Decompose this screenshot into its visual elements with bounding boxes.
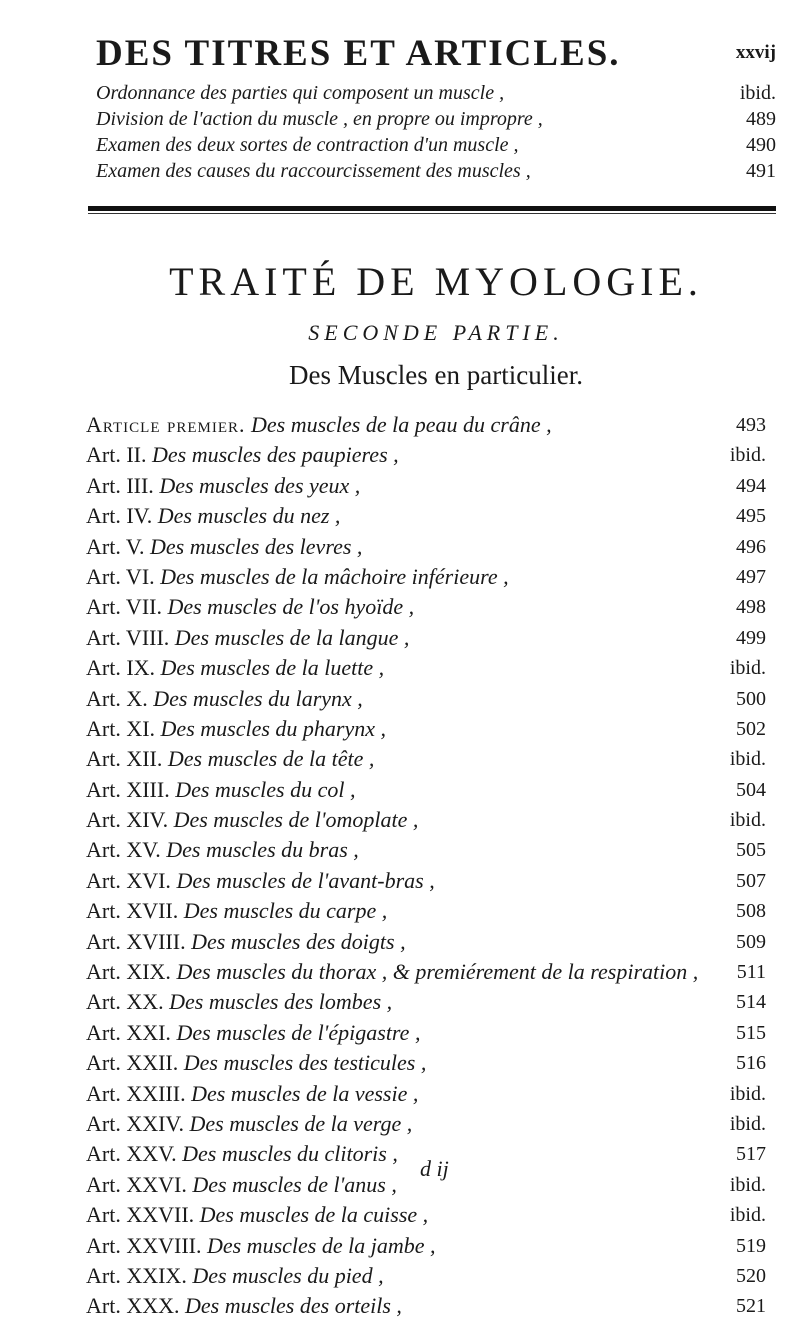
article-page: 516 — [736, 1052, 766, 1075]
article-page: 514 — [736, 991, 766, 1014]
article-title: Des muscles du nez , — [157, 503, 341, 529]
toc-entry — [96, 132, 776, 158]
article-page: ibid. — [729, 444, 766, 467]
article-page: ibid. — [729, 809, 766, 832]
article-title: Des muscles de l'omoplate , — [173, 807, 419, 833]
article-title: Des muscles de la tête , — [167, 746, 375, 772]
article-entry — [86, 1079, 766, 1109]
article-number: Art. XI. — [86, 715, 156, 741]
article-title: Des muscles des yeux , — [159, 472, 361, 498]
article-label-title — [86, 471, 360, 501]
article-list — [86, 410, 766, 1322]
article-title: Des muscles de la verge , — [189, 1110, 413, 1136]
running-title: DES TITRES ET ARTICLES. — [96, 33, 621, 74]
article-entry — [86, 623, 766, 653]
article-title: Des muscles de l'anus , — [192, 1171, 397, 1197]
article-title: Des muscles de la jambe , — [206, 1232, 436, 1258]
article-label-title — [86, 927, 406, 957]
article-title: Des muscles de l'épigastre , — [176, 1019, 421, 1045]
article-entry — [86, 1109, 766, 1139]
entry-page: ibid. — [739, 82, 776, 104]
article-number: Art. XVII. — [86, 898, 179, 924]
article-label-title — [86, 1109, 412, 1139]
article-number: Art. XXIX. — [86, 1262, 187, 1288]
article-number: Art. XXVIII. — [86, 1232, 202, 1258]
article-label-title — [86, 1048, 426, 1078]
article-page: 493 — [736, 414, 766, 436]
article-entry — [86, 805, 766, 835]
article-entry — [86, 927, 766, 957]
article-title: Des muscles de la peau du crâne , — [251, 412, 552, 437]
article-title: Des muscles de la mâchoire inférieure , — [160, 563, 509, 589]
article-label-title — [86, 805, 418, 835]
article-entry — [86, 1231, 766, 1261]
article-number: Art. XXV. — [86, 1141, 177, 1167]
running-head — [96, 32, 776, 72]
article-entry — [86, 440, 766, 470]
article-title: Des muscles des levres , — [149, 533, 363, 559]
page-number: xxvij — [735, 42, 776, 63]
article-entry — [86, 501, 766, 531]
entry-page: 491 — [746, 160, 776, 182]
article-label-title — [86, 1018, 420, 1048]
article-page: 520 — [736, 1264, 766, 1287]
article-number: Art. V. — [86, 533, 145, 559]
article-number: Art. X. — [86, 685, 148, 711]
article-number: Art. IV. — [86, 503, 153, 529]
article-page: 509 — [736, 930, 766, 953]
article-entry — [86, 714, 766, 744]
article-label-title — [86, 1079, 418, 1109]
article-title: Des muscles des orteils , — [185, 1293, 402, 1319]
article-title: Des muscles des paupieres , — [151, 442, 399, 468]
entry-title: Division de l'action du muscle , en propre ou impropre , — [96, 108, 543, 130]
article-page: 505 — [736, 839, 766, 862]
article-title: Des muscles du pied , — [192, 1262, 384, 1288]
article-page: 497 — [736, 565, 766, 588]
article-label-title — [86, 623, 409, 653]
article-title: Des muscles de l'avant-bras , — [176, 867, 435, 893]
article-number: Article premier. — [86, 412, 246, 437]
article-page: 521 — [736, 1295, 766, 1318]
article-title: Des muscles du col , — [175, 776, 356, 802]
toc-entry — [96, 80, 776, 106]
article-entry — [86, 562, 766, 592]
article-page: 517 — [736, 1143, 766, 1166]
entry-title: Examen des deux sortes de contraction d'un muscle , — [96, 134, 519, 156]
article-label-title — [86, 440, 399, 470]
article-label-title — [86, 1291, 402, 1321]
article-label-title — [86, 1200, 428, 1230]
article-number: Art. XXVI. — [86, 1171, 187, 1197]
article-title: Des muscles des testicules , — [183, 1050, 427, 1076]
article-entry — [86, 471, 766, 501]
article-label-title — [86, 714, 386, 744]
article-number: Art. XXI. — [86, 1019, 171, 1045]
entry-page: 490 — [746, 134, 776, 156]
article-title: Des muscles du bras , — [166, 837, 359, 863]
article-page: ibid. — [729, 1173, 766, 1196]
article-page: ibid. — [729, 1082, 766, 1105]
article-number: Art. XXII. — [86, 1050, 179, 1076]
article-page: 499 — [736, 626, 766, 649]
section-title: TRAITÉ DE MYOLOGIE. — [169, 259, 703, 304]
article-entry — [86, 866, 766, 896]
article-title: Des muscles des doigts , — [191, 928, 406, 954]
article-page: 494 — [736, 474, 766, 497]
article-title: Des muscles du carpe , — [183, 898, 388, 924]
article-label-title — [86, 744, 374, 774]
entry-title: Ordonnance des parties qui composent un muscle , — [96, 82, 505, 104]
article-number: Art. III. — [86, 472, 154, 498]
article-number: Art. XXIV. — [86, 1110, 184, 1136]
article-label-title — [86, 957, 698, 987]
article-label-title — [86, 1231, 435, 1261]
article-page: 507 — [736, 869, 766, 892]
article-page: 495 — [736, 505, 766, 528]
article-page: 502 — [736, 717, 766, 740]
article-number: Art. XII. — [86, 746, 163, 772]
section-part: SECONDE PARTIE. — [308, 320, 564, 345]
article-title: Des muscles du pharynx , — [160, 715, 387, 741]
article-label-title — [86, 835, 359, 865]
article-number: Art. XXIII. — [86, 1080, 186, 1106]
article-entry — [86, 1200, 766, 1230]
article-page: ibid. — [729, 1204, 766, 1227]
article-page: ibid. — [729, 748, 766, 771]
article-label-title — [86, 775, 355, 805]
article-entry — [86, 987, 766, 1017]
article-title: Des muscles du clitoris , — [182, 1141, 398, 1167]
article-title: Des muscles de l'os hyoïde , — [167, 594, 415, 620]
article-label-title — [86, 532, 362, 562]
article-number: Art. XIX. — [86, 959, 171, 985]
article-page: 498 — [736, 596, 766, 619]
article-label-title — [86, 410, 552, 440]
toc-entry — [96, 158, 776, 184]
article-number: Art. VII. — [86, 594, 162, 620]
article-entry — [86, 775, 766, 805]
article-label-title — [86, 684, 363, 714]
article-number: Art. VIII. — [86, 624, 170, 650]
article-entry — [86, 835, 766, 865]
article-number: Art. XVIII. — [86, 928, 186, 954]
article-label-title — [86, 987, 392, 1017]
entry-title: Examen des causes du raccourcissement des muscles , — [96, 160, 531, 182]
article-label-title — [86, 866, 435, 896]
article-entry — [86, 1048, 766, 1078]
article-title: Des muscles du thorax , & premiérement de la respiration , — [176, 959, 699, 985]
article-entry — [86, 684, 766, 714]
article-label-title — [86, 562, 509, 592]
toc-top-entries — [96, 80, 776, 184]
article-number: Art. VI. — [86, 563, 155, 589]
article-entry — [86, 532, 766, 562]
article-page: 511 — [736, 961, 766, 984]
article-number: Art. II. — [86, 442, 147, 468]
article-page: ibid. — [729, 657, 766, 680]
article-title: Des muscles du larynx , — [153, 685, 363, 711]
article-label-title — [86, 653, 384, 683]
article-page: 515 — [736, 1021, 766, 1044]
article-page: ibid. — [729, 1112, 766, 1135]
article-label-title — [86, 1261, 384, 1291]
article-page: 504 — [736, 778, 766, 801]
article-entry — [86, 653, 766, 683]
article-number: Art. IX. — [86, 655, 156, 681]
article-entry — [86, 410, 766, 440]
article-page: 496 — [736, 535, 766, 558]
article-title: Des muscles des lombes , — [169, 989, 393, 1015]
article-entry — [86, 896, 766, 926]
article-number: Art. XIII. — [86, 776, 170, 802]
article-number: Art. XV. — [86, 837, 161, 863]
article-number: Art. XIV. — [86, 807, 169, 833]
section-subtitle: Des Muscles en particulier. — [289, 360, 583, 390]
article-label-title — [86, 1139, 398, 1169]
article-number: Art. XVI. — [86, 867, 171, 893]
article-title: Des muscles de la cuisse , — [199, 1202, 429, 1228]
article-label-title — [86, 896, 387, 926]
article-label-title — [86, 501, 340, 531]
article-page: 519 — [736, 1234, 766, 1257]
article-entry — [86, 744, 766, 774]
article-entry — [86, 592, 766, 622]
article-number: Art. XXVII. — [86, 1202, 195, 1228]
article-title: Des muscles de la luette , — [160, 655, 385, 681]
article-number: Art. XX. — [86, 989, 164, 1015]
section-rule-thin — [88, 213, 776, 214]
section-rule — [88, 206, 776, 211]
article-page: 508 — [736, 900, 766, 923]
signature-mark: d ij — [420, 1156, 449, 1181]
article-number: Art. XXX. — [86, 1293, 180, 1319]
toc-entry — [96, 106, 776, 132]
article-entry — [86, 957, 766, 987]
article-entry — [86, 1291, 766, 1321]
article-page: 500 — [736, 687, 766, 710]
article-label-title — [86, 1170, 397, 1200]
article-title: Des muscles de la langue , — [174, 624, 410, 650]
entry-page: 489 — [746, 108, 776, 130]
article-label-title — [86, 592, 414, 622]
article-title: Des muscles de la vessie , — [191, 1080, 419, 1106]
article-entry — [86, 1018, 766, 1048]
article-entry — [86, 1261, 766, 1291]
